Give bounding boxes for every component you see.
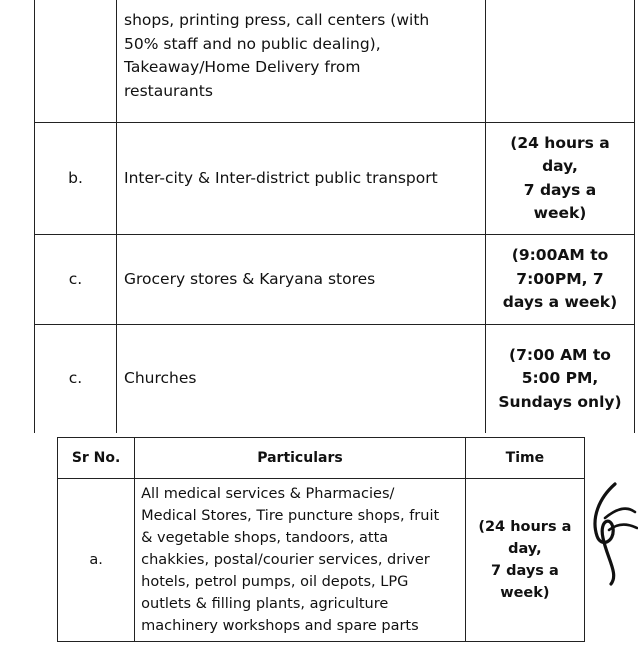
time-line: (7:00 AM to bbox=[509, 345, 611, 364]
particulars-line: 50% staff and no public dealing), bbox=[124, 34, 381, 53]
header-time: Time bbox=[465, 438, 584, 479]
time-line: days a week) bbox=[502, 293, 618, 312]
particulars-cell bbox=[117, 0, 486, 123]
time-line: week) bbox=[533, 204, 587, 222]
time-line: 5:00 PM, bbox=[521, 369, 599, 388]
permitted-activities-table bbox=[57, 437, 585, 642]
time-line: 7 days a bbox=[523, 180, 597, 199]
particulars-line: Medical Stores, Tire puncture shops, fruit bbox=[141, 508, 440, 524]
particulars-line: shops, printing press, call centers (with bbox=[124, 11, 430, 29]
time-line: (24 hours a bbox=[510, 133, 610, 152]
table-row bbox=[35, 325, 635, 434]
time-line: day, bbox=[542, 157, 578, 175]
sr-cell: a. bbox=[58, 479, 135, 642]
particulars-cell bbox=[117, 123, 486, 235]
particulars-line: All medical services & Pharmacies/ bbox=[141, 486, 395, 502]
table-row bbox=[35, 123, 635, 235]
sr-cell: c. bbox=[35, 325, 117, 434]
time-line: 7:00PM, 7 bbox=[516, 269, 604, 288]
particulars-line: hotels, petrol pumps, oil depots, LPG bbox=[141, 574, 409, 590]
table-header-row bbox=[58, 438, 585, 479]
time-line: 7 days a bbox=[490, 563, 559, 579]
table-row bbox=[58, 479, 585, 642]
time-line: day, bbox=[508, 541, 542, 557]
signature-mark bbox=[585, 478, 638, 588]
sr-cell bbox=[35, 0, 117, 123]
time-line: (24 hours a bbox=[478, 519, 572, 535]
table-row bbox=[35, 235, 635, 325]
time-line: week) bbox=[500, 585, 550, 601]
particulars-cell bbox=[135, 479, 466, 642]
header-sr-no: Sr No. bbox=[58, 438, 135, 479]
time-cell bbox=[465, 479, 584, 642]
time-cell bbox=[486, 0, 635, 123]
time-cell bbox=[486, 235, 635, 325]
particulars-line: Churches bbox=[124, 369, 197, 388]
particulars-line: outlets & filling plants, agriculture bbox=[141, 596, 389, 612]
particulars-cell bbox=[117, 325, 486, 434]
time-cell bbox=[486, 123, 635, 235]
table-row bbox=[35, 0, 635, 123]
header-particulars: Particulars bbox=[135, 438, 466, 479]
continued-table bbox=[34, 0, 635, 433]
particulars-line: & vegetable shops, tandoors, atta bbox=[141, 530, 389, 546]
particulars-line: Grocery stores & Karyana stores bbox=[124, 269, 376, 288]
sr-cell: c. bbox=[35, 235, 117, 325]
time-cell bbox=[486, 325, 635, 434]
time-line: (9:00AM to bbox=[511, 246, 609, 265]
particulars-line: Inter-city & Inter-district public transport bbox=[124, 168, 438, 187]
particulars-cell bbox=[117, 235, 486, 325]
particulars-line: restaurants bbox=[124, 81, 213, 100]
sr-cell: b. bbox=[35, 123, 117, 235]
particulars-line: machinery workshops and spare parts bbox=[141, 618, 419, 634]
particulars-line: chakkies, postal/courier services, driver bbox=[141, 552, 430, 568]
time-line: Sundays only) bbox=[498, 392, 622, 411]
particulars-line: Takeaway/Home Delivery from bbox=[124, 58, 361, 76]
